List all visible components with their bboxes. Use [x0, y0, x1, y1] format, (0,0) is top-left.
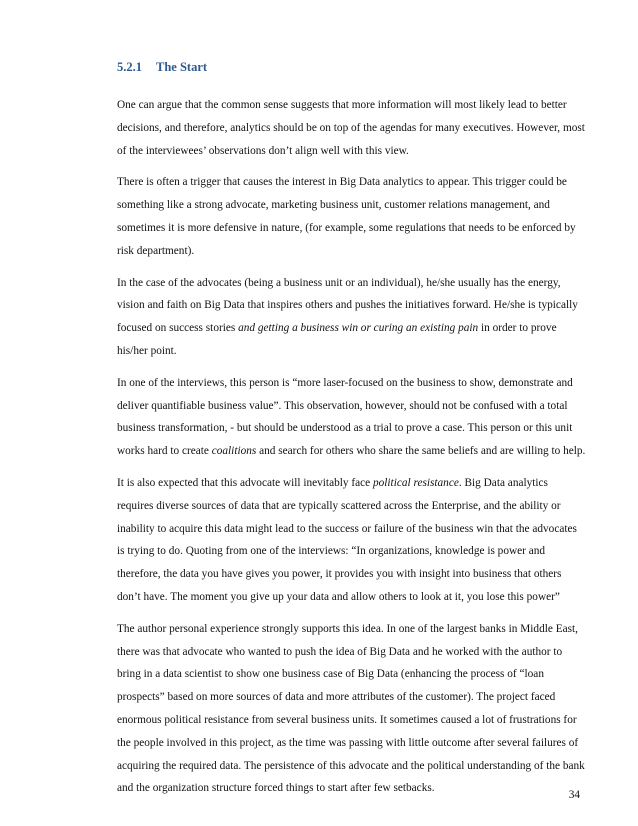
paragraph-text: In one of the interviews, this person is “more laser-focused on the business to show, demonstrate and deliver quantifiable business value”. This observation, however, should not be confused with a total business transformation, - but should be understood as a trial to prove a case. This person or this unit works hard to create	[117, 376, 573, 458]
italic-phrase: coalitions	[211, 445, 257, 458]
italic-phrase: political resistance	[372, 476, 459, 489]
paragraph	[117, 171, 587, 262]
paragraph-text: The author personal experience strongly supports this idea. In one of the largest banks in Middle East, there was that advocate who wanted to push the idea of Big Data and he worked with the author to bring in a data scientist to show one business case of Big Data (enhancing the process of “loan prospects” based on more sources of data and more attributes of the customer). The project faced enormous political resistance from several business units. It sometimes caused a lot of frustrations for the people involved in this project, as the time was passing with little outcome after several failures of acquiring the required data. The persistence of this advocate and the political understanding of the bank and the organization structure forced things to start after few setbacks.	[117, 622, 585, 795]
paragraph-text: in order to prove his/her point.	[117, 322, 557, 357]
section-number: 5.2.1	[117, 60, 142, 74]
paragraph	[117, 272, 587, 363]
paragraph-text: One can argue that the common sense suggests that more information will most likely lead to better decisions, and therefore, analytics should be on top of the agendas for many executives. However, most of the interviewees’ observations don’t align well with this view.	[117, 99, 585, 157]
paragraph	[117, 372, 587, 463]
italic-phrase: and getting a business win or curing an existing pain	[238, 322, 479, 335]
page-number: 34	[568, 789, 580, 801]
paragraph-text: There is often a trigger that causes the interest in Big Data analytics to appear. This trigger could be something like a strong advocate, marketing business unit, customer relations management, and sometimes it is more defensive in nature, (for example, some regulations that needs to be enforced by risk department).	[117, 176, 576, 257]
paragraph-text: and search for others who share the same beliefs and are willing to help.	[256, 445, 586, 458]
paragraph-text: It is also expected that this advocate will inevitably face	[117, 476, 373, 489]
section-title: The Start	[156, 60, 208, 74]
paragraph	[117, 472, 587, 609]
section-heading	[117, 60, 207, 75]
body-text	[117, 94, 587, 809]
paragraph-text: . Big Data analytics requires diverse sources of data that are typically scattered across the Enterprise, and the ability or inability to acquire this data might lead to the success or failure of the business win that the advocates is trying to do. Quoting from one of the interviews: “In organizations, knowledge is power and therefore, the data you have gives you power, it provides you with insight into business that others don’t have. The moment you give up your data and allow others to look at it, you lose this power”	[117, 476, 577, 603]
paragraph	[117, 94, 587, 162]
paragraph-text: In the case of the advocates (being a business unit or an individual), he/she usually has the energy, vision and faith on Big Data that inspires others and pushes the initiatives forward. He/she is typically focused on success stories	[117, 276, 578, 335]
paragraph	[117, 618, 587, 800]
